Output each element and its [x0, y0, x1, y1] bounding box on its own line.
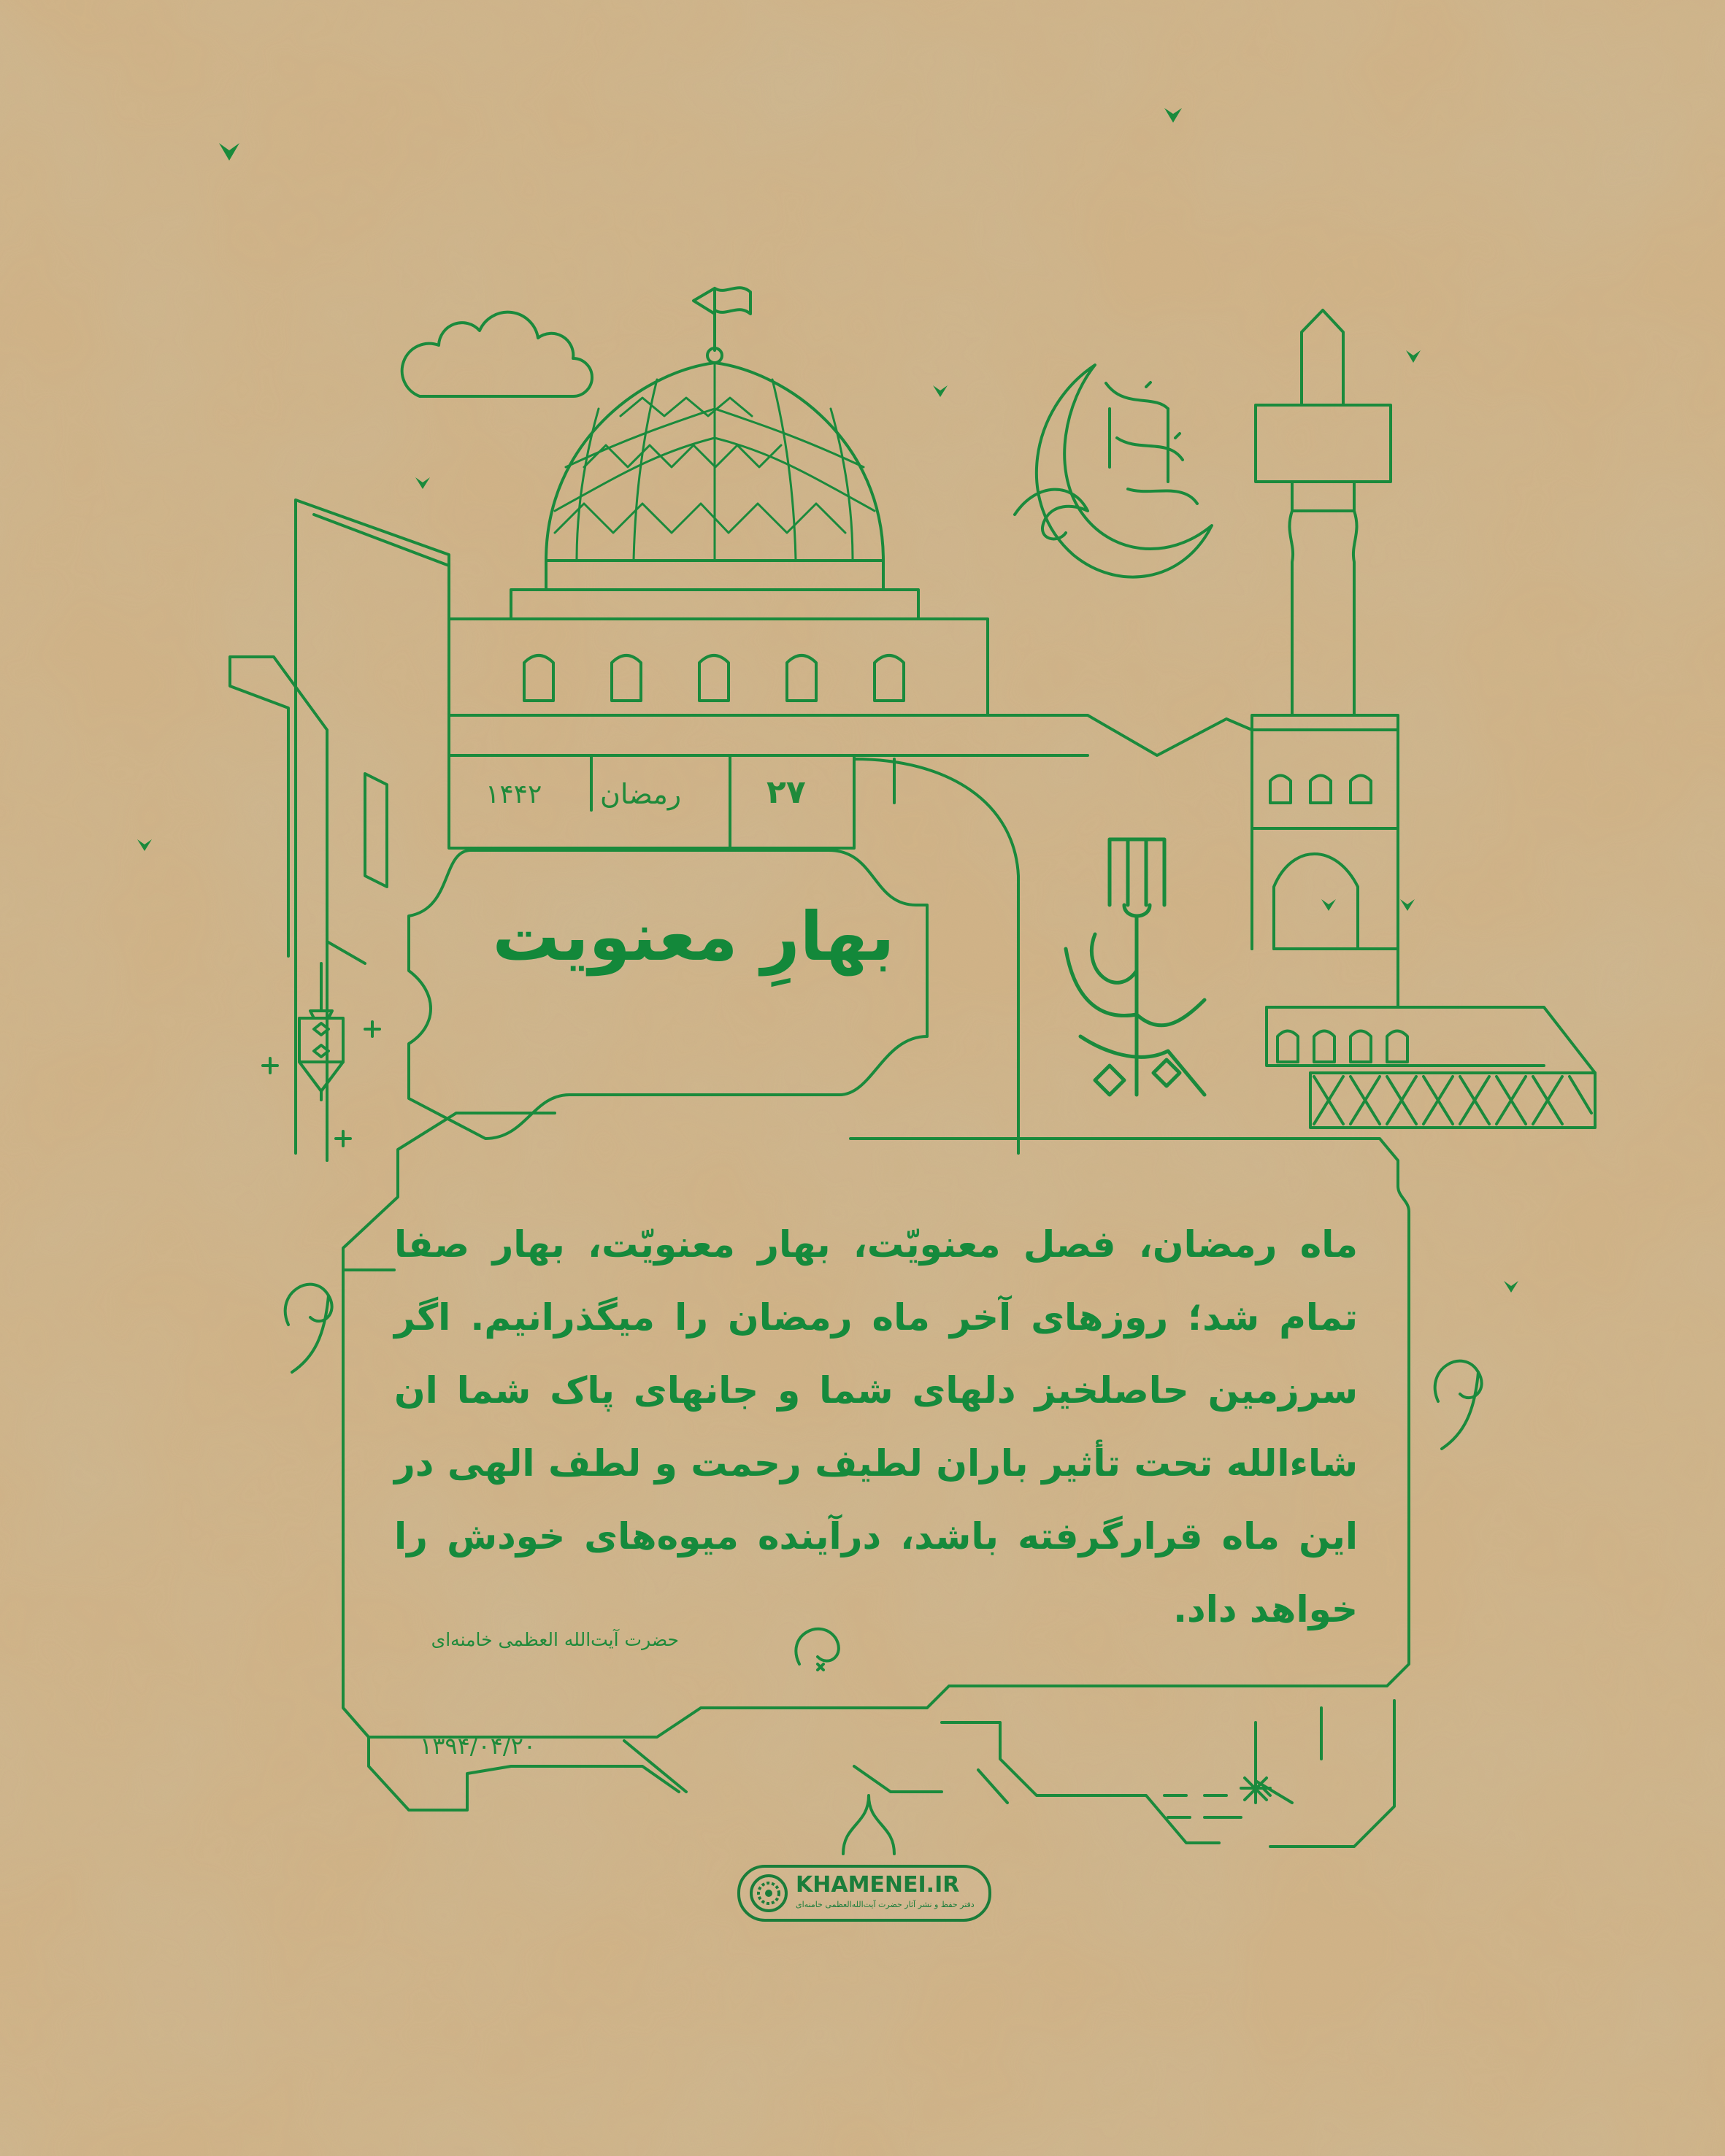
- quote-date: ۱۳۹۴/۰۴/۲۰: [420, 1732, 537, 1760]
- date-month: رمضان: [600, 778, 682, 810]
- quote-line: ماه رمضان، فصل معنویّت، بهار معنویّت، بهار صفا: [394, 1223, 1358, 1266]
- khamenei-logo[interactable]: [737, 1865, 991, 1922]
- quote-line: سرزمین حاصلخیز دلهای شما و جانهای پاک شما ان: [394, 1369, 1358, 1412]
- quote-attribution: حضرت آیت‌الله العظمی خامنه‌ای: [431, 1629, 679, 1650]
- quote-line: شاءالله تحت تأثیر باران لطیف رحمت و لطف الهی در: [394, 1442, 1358, 1485]
- quote-text: [394, 1208, 1358, 1646]
- logo-subtitle: دفتر حفظ و نشر آثار حضرت آیت‌الله‌العظمی خامنه‌ای: [796, 1900, 975, 1909]
- lantern-icon: [299, 963, 343, 1100]
- logo-emblem-icon: [749, 1874, 788, 1913]
- date-year: ۱۴۴۲: [485, 779, 542, 809]
- quote-line: خواهد داد.: [1173, 1588, 1358, 1631]
- quote-line: این ماه قرارگرفته باشد، درآینده میوه‌های خودش را: [394, 1515, 1358, 1558]
- page-title: بهارِ معنویت: [492, 898, 895, 976]
- cloud-icon: [402, 312, 592, 396]
- crescent-calligraphy: [1015, 365, 1212, 577]
- date-day: ۲۷: [767, 774, 806, 811]
- quote-line: تمام شد؛ روزهای آخر ماه رمضان را میگذرانیم. اگر: [394, 1296, 1358, 1339]
- logo-text: KHAMENEI.IR: [796, 1872, 960, 1898]
- calligraphy-emblem: [1066, 839, 1205, 1095]
